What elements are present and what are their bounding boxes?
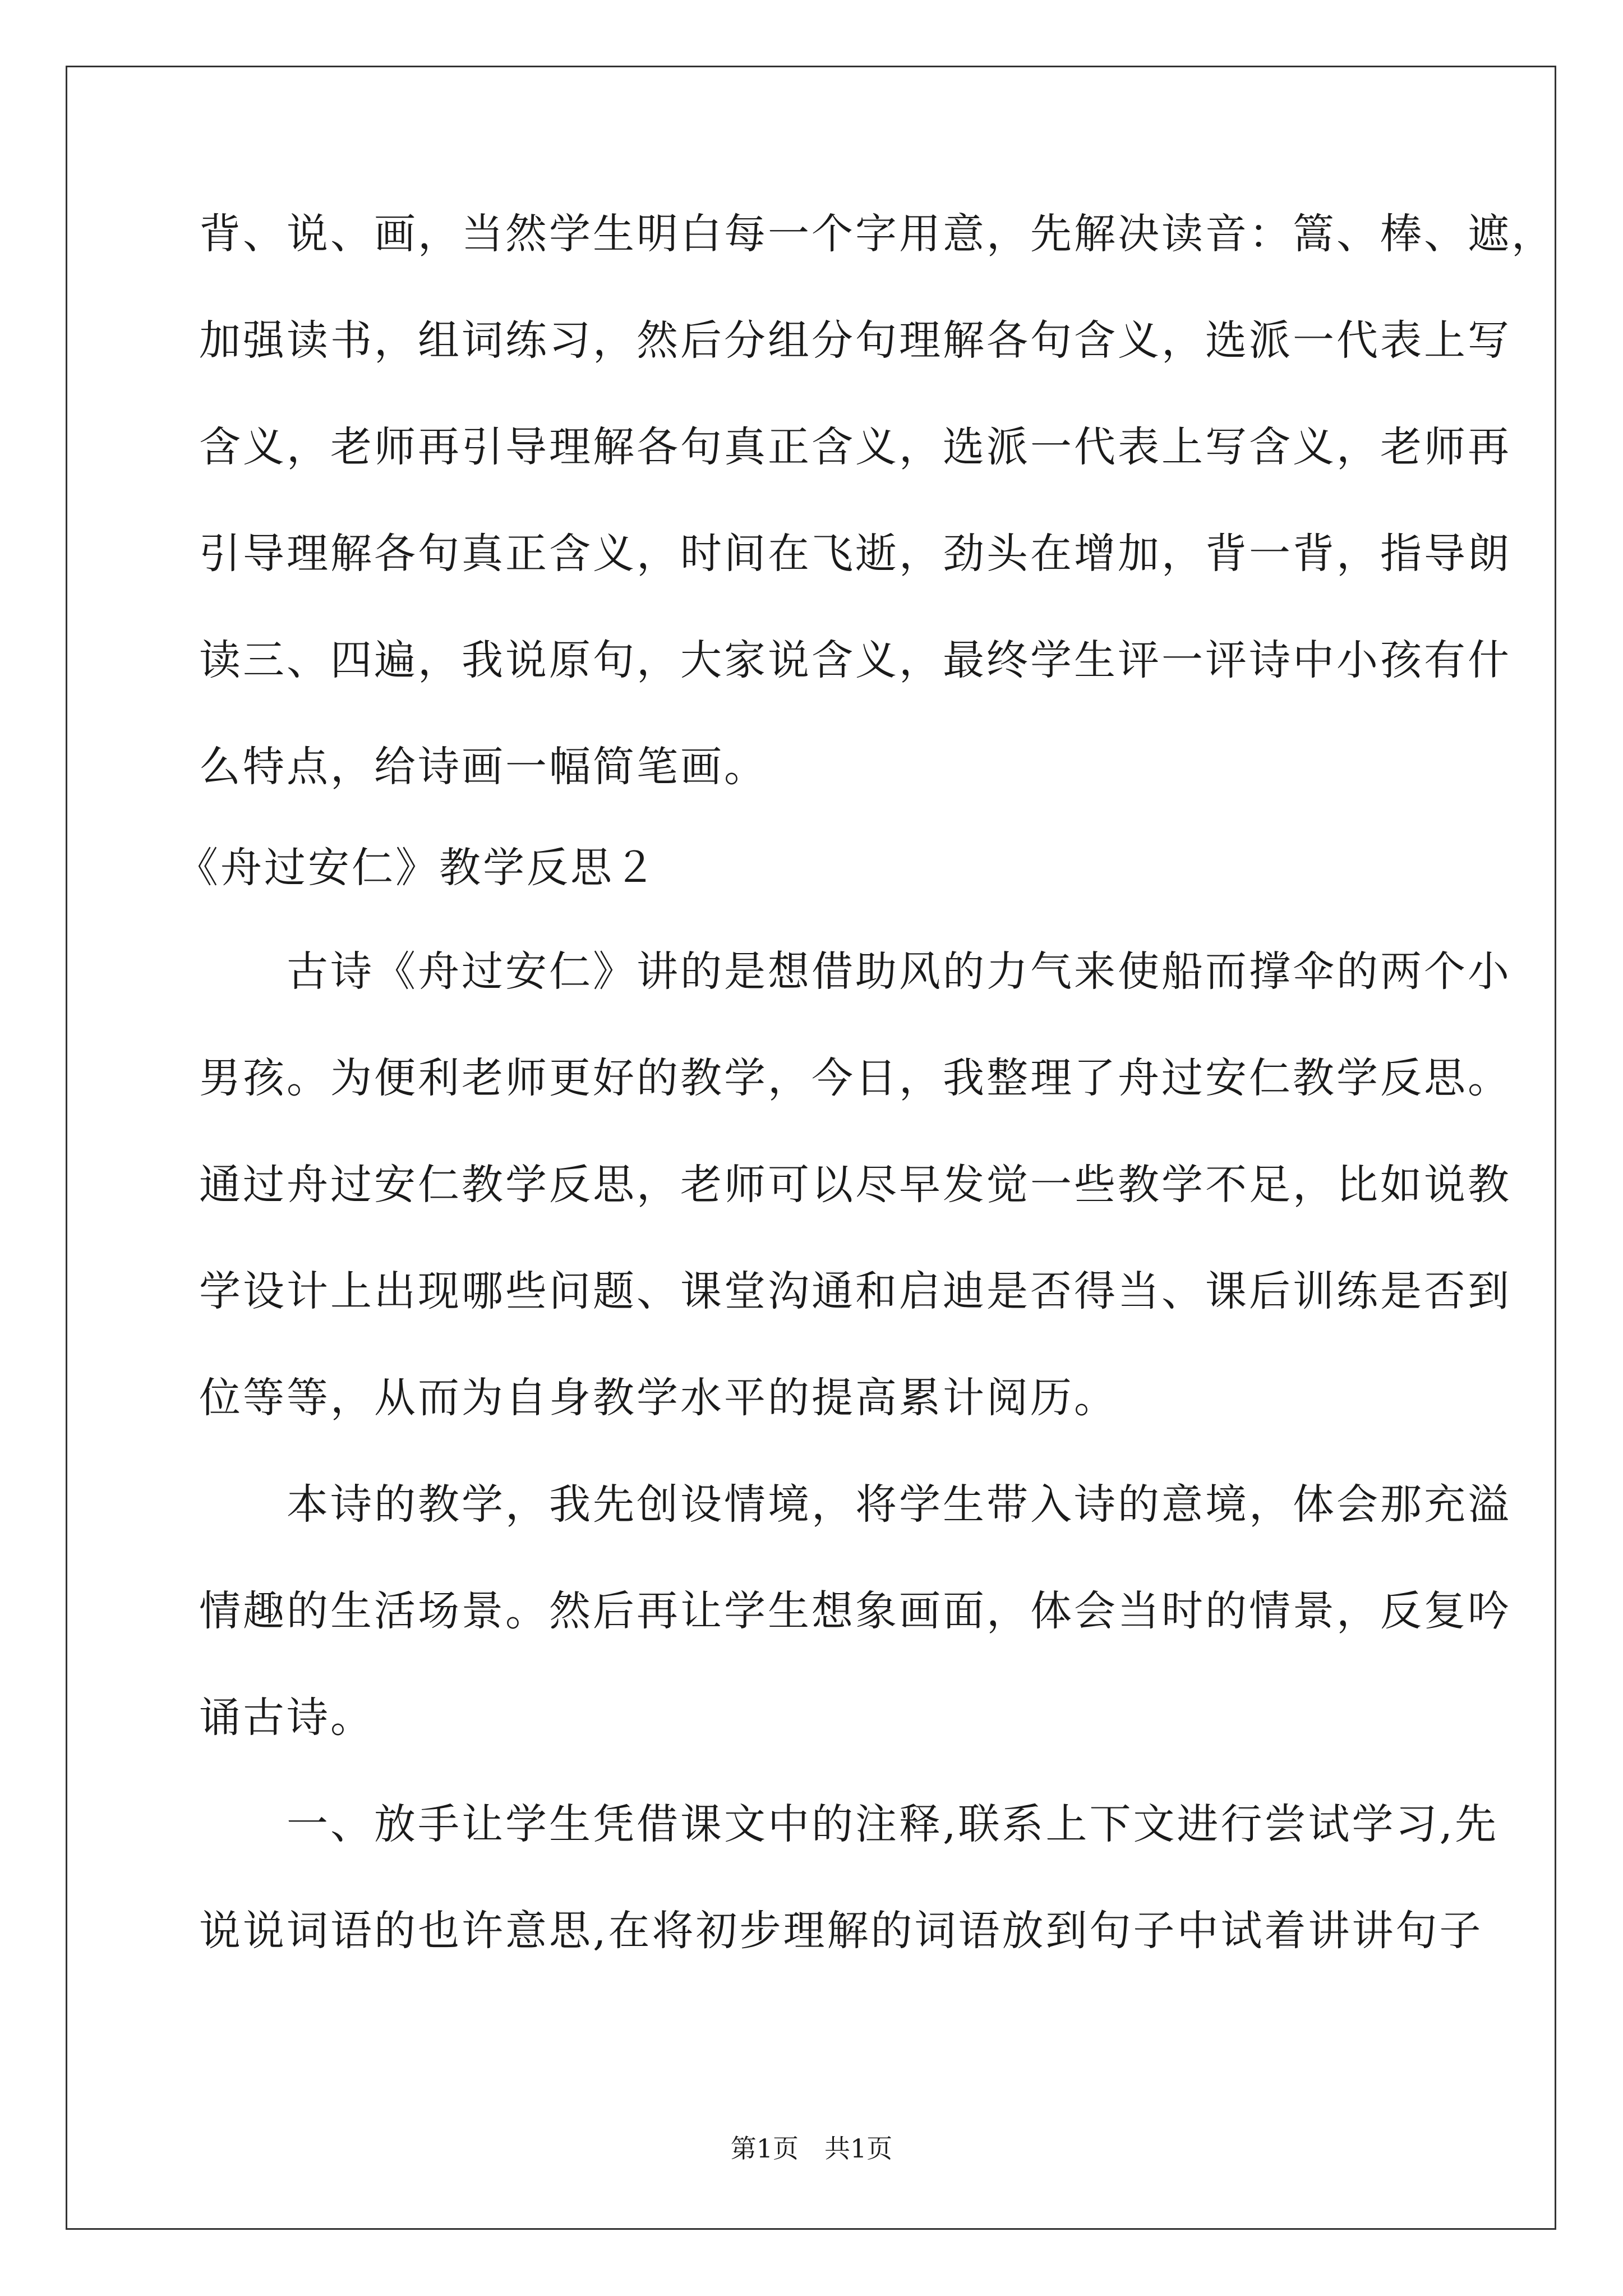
text-line-14: 情趣的生活场景。然后再让学生想象画面，体会当时的情景，反复吟 xyxy=(199,1587,1511,1635)
text-line-13: 本诗的教学，我先创设情境，将学生带入诗的意境，体会那充溢 xyxy=(199,1480,1511,1529)
text-line-11: 学设计上出现哪些问题、课堂沟通和启迪是否得当、课后训练是否到 xyxy=(199,1267,1511,1315)
text-line-8: 古诗《舟过安仁》讲的是想借助风的力气来使船而撑伞的两个小 xyxy=(199,947,1511,996)
text-line-4: 引导理解各句真正含义，时间在飞逝，劲头在增加，背一背，指导朗 xyxy=(199,530,1511,578)
text-line-9: 男孩。为便利老师更好的教学，今日，我整理了舟过安仁教学反思。 xyxy=(199,1054,1511,1102)
text-line-3: 含义，老师再引导理解各句真正含义，选派一代表上写含义，老师再 xyxy=(199,423,1511,471)
text-line-12: 位等等，从而为自身教学水平的提高累计阅历。 xyxy=(199,1374,1118,1422)
text-line-15: 诵古诗。 xyxy=(199,1694,374,1742)
text-line-1: 背、说、画，当然学生明白每一个字用意，先解决读音：篙、棒、遮， xyxy=(199,210,1555,258)
text-line-6: 么特点，给诗画一幅简笔画。 xyxy=(199,743,768,791)
text-line-5: 读三、四遍，我说原句，大家说含义，最终学生评一评诗中小孩有什 xyxy=(199,636,1511,684)
page-border xyxy=(66,66,1556,2230)
text-line-16: 一、放手让学生凭借课文中的注释,联系上下文进行尝试学习,先 xyxy=(199,1800,1499,1848)
text-line-17: 说说词语的也许意思,在将初步理解的词语放到句子中试着讲讲句子 xyxy=(199,1907,1483,1955)
page-footer: 第1页 共1页 xyxy=(730,2133,893,2164)
text-line-2: 加强读书，组词练习，然后分组分句理解各句含义，选派一代表上写 xyxy=(199,316,1511,365)
section-heading: 《舟过安仁》教学反思２ xyxy=(177,844,658,892)
text-line-10: 通过舟过安仁教学反思，老师可以尽早发觉一些教学不足，比如说教 xyxy=(199,1161,1511,1209)
